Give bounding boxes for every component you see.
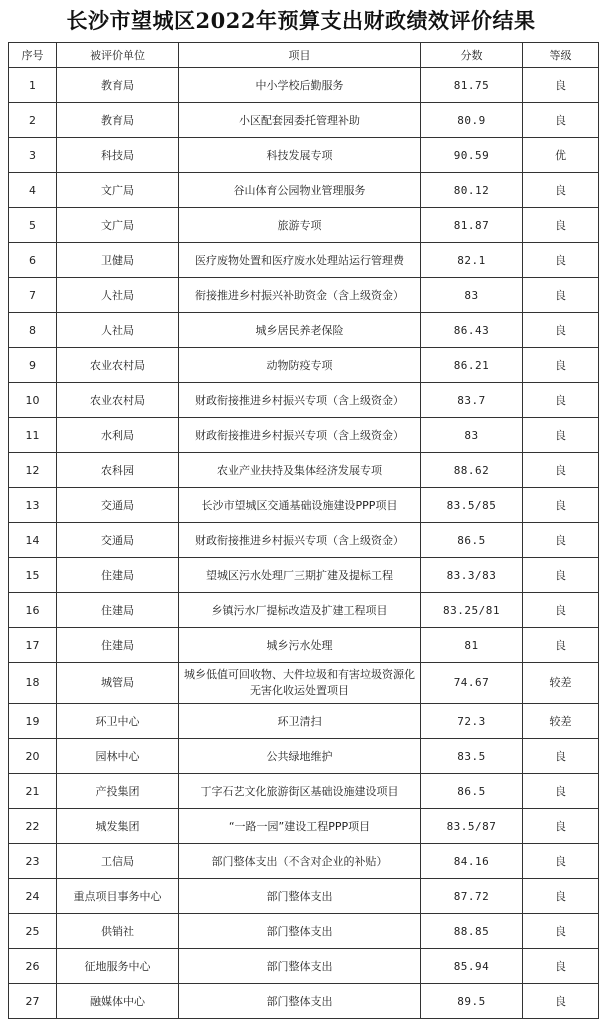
table-row [9, 984, 599, 1019]
cell-grade: 良 [523, 523, 599, 558]
cell-no: 15 [9, 558, 57, 593]
cell-no: 12 [9, 453, 57, 488]
cell-grade: 良 [523, 984, 599, 1019]
cell-unit: 交通局 [57, 488, 179, 523]
cell-unit: 城发集团 [57, 809, 179, 844]
cell-score: 81.87 [421, 208, 523, 243]
table-row [9, 628, 599, 663]
cell-grade: 良 [523, 313, 599, 348]
cell-no: 26 [9, 949, 57, 984]
cell-no: 6 [9, 243, 57, 278]
table-row [9, 348, 599, 383]
table-header-row [9, 43, 599, 68]
table-row [9, 103, 599, 138]
cell-score: 83.3/83 [421, 558, 523, 593]
page-title: 长沙市望城区2022年预算支出财政绩效评价结果 [66, 8, 536, 33]
cell-no: 2 [9, 103, 57, 138]
cell-unit: 人社局 [57, 313, 179, 348]
table-row [9, 844, 599, 879]
cell-unit: 重点项目事务中心 [57, 879, 179, 914]
cell-no: 19 [9, 704, 57, 739]
table-row [9, 208, 599, 243]
cell-grade: 较差 [523, 663, 599, 704]
cell-score: 80.12 [421, 173, 523, 208]
cell-grade: 良 [523, 774, 599, 809]
cell-project: 长沙市望城区交通基础设施建设PPP项目 [179, 488, 421, 523]
cell-project: 乡镇污水厂提标改造及扩建工程项目 [179, 593, 421, 628]
cell-unit: 文广局 [57, 173, 179, 208]
cell-unit: 园林中心 [57, 739, 179, 774]
cell-project: 城乡低值可回收物、大件垃圾和有害垃圾资源化无害化收运处置项目 [179, 663, 421, 704]
cell-unit: 人社局 [57, 278, 179, 313]
cell-grade: 良 [523, 243, 599, 278]
cell-grade: 优 [523, 138, 599, 173]
cell-grade: 良 [523, 844, 599, 879]
cell-unit: 融媒体中心 [57, 984, 179, 1019]
cell-no: 20 [9, 739, 57, 774]
cell-unit: 征地服务中心 [57, 949, 179, 984]
cell-project: 农业产业扶持及集体经济发展专项 [179, 453, 421, 488]
cell-grade: 良 [523, 103, 599, 138]
cell-grade: 良 [523, 593, 599, 628]
table-row [9, 243, 599, 278]
cell-unit: 卫健局 [57, 243, 179, 278]
cell-score: 87.72 [421, 879, 523, 914]
table-row [9, 879, 599, 914]
cell-no: 25 [9, 914, 57, 949]
cell-project: 部门整体支出 [179, 949, 421, 984]
cell-project: 中小学校后勤服务 [179, 68, 421, 103]
cell-grade: 良 [523, 348, 599, 383]
cell-project: 谷山体育公园物业管理服务 [179, 173, 421, 208]
cell-grade: 良 [523, 809, 599, 844]
table-row [9, 383, 599, 418]
cell-unit: 教育局 [57, 68, 179, 103]
cell-grade: 良 [523, 208, 599, 243]
cell-unit: 住建局 [57, 593, 179, 628]
cell-no: 27 [9, 984, 57, 1019]
results-table [8, 42, 599, 1019]
cell-score: 85.94 [421, 949, 523, 984]
cell-project: 部门整体支出（不含对企业的补贴） [179, 844, 421, 879]
cell-no: 9 [9, 348, 57, 383]
cell-project: “一路一园”建设工程PPP项目 [179, 809, 421, 844]
cell-project: 财政衔接推进乡村振兴专项（含上级资金） [179, 523, 421, 558]
cell-unit: 农科园 [57, 453, 179, 488]
cell-no: 10 [9, 383, 57, 418]
cell-grade: 较差 [523, 704, 599, 739]
table-row [9, 739, 599, 774]
cell-score: 82.1 [421, 243, 523, 278]
cell-project: 小区配套园委托管理补助 [179, 103, 421, 138]
cell-no: 11 [9, 418, 57, 453]
cell-unit: 文广局 [57, 208, 179, 243]
cell-no: 22 [9, 809, 57, 844]
cell-unit: 工信局 [57, 844, 179, 879]
cell-grade: 良 [523, 914, 599, 949]
cell-grade: 良 [523, 383, 599, 418]
header-unit: 被评价单位 [57, 43, 179, 68]
cell-no: 24 [9, 879, 57, 914]
cell-grade: 良 [523, 739, 599, 774]
table-row [9, 663, 599, 704]
cell-project: 丁字石艺文化旅游街区基础设施建设项目 [179, 774, 421, 809]
table-row [9, 914, 599, 949]
table-row [9, 138, 599, 173]
cell-grade: 良 [523, 68, 599, 103]
table-row [9, 523, 599, 558]
cell-grade: 良 [523, 278, 599, 313]
cell-score: 89.5 [421, 984, 523, 1019]
cell-unit: 产投集团 [57, 774, 179, 809]
table-row [9, 278, 599, 313]
table-row [9, 704, 599, 739]
cell-no: 4 [9, 173, 57, 208]
table-row [9, 558, 599, 593]
cell-score: 90.59 [421, 138, 523, 173]
cell-score: 83.5/85 [421, 488, 523, 523]
cell-grade: 良 [523, 558, 599, 593]
cell-score: 83.5 [421, 739, 523, 774]
cell-project: 城乡居民养老保险 [179, 313, 421, 348]
cell-score: 83.7 [421, 383, 523, 418]
cell-score: 83.5/87 [421, 809, 523, 844]
cell-score: 86.5 [421, 774, 523, 809]
cell-unit: 农业农村局 [57, 348, 179, 383]
table-row [9, 809, 599, 844]
cell-score: 86.43 [421, 313, 523, 348]
cell-score: 88.85 [421, 914, 523, 949]
cell-score: 72.3 [421, 704, 523, 739]
cell-score: 74.67 [421, 663, 523, 704]
table-row [9, 453, 599, 488]
table-body [9, 68, 599, 1019]
cell-no: 7 [9, 278, 57, 313]
cell-no: 14 [9, 523, 57, 558]
cell-no: 16 [9, 593, 57, 628]
table-row [9, 774, 599, 809]
cell-no: 1 [9, 68, 57, 103]
cell-score: 84.16 [421, 844, 523, 879]
cell-no: 17 [9, 628, 57, 663]
cell-project: 科技发展专项 [179, 138, 421, 173]
cell-project: 部门整体支出 [179, 914, 421, 949]
table-row [9, 949, 599, 984]
cell-grade: 良 [523, 628, 599, 663]
cell-score: 86.5 [421, 523, 523, 558]
cell-no: 5 [9, 208, 57, 243]
cell-unit: 城管局 [57, 663, 179, 704]
cell-grade: 良 [523, 879, 599, 914]
cell-project: 财政衔接推进乡村振兴专项（含上级资金） [179, 418, 421, 453]
cell-grade: 良 [523, 488, 599, 523]
cell-project: 环卫清扫 [179, 704, 421, 739]
cell-unit: 环卫中心 [57, 704, 179, 739]
cell-unit: 教育局 [57, 103, 179, 138]
cell-project: 望城区污水处理厂三期扩建及提标工程 [179, 558, 421, 593]
cell-grade: 良 [523, 173, 599, 208]
cell-score: 83 [421, 278, 523, 313]
cell-unit: 水利局 [57, 418, 179, 453]
cell-no: 23 [9, 844, 57, 879]
cell-score: 80.9 [421, 103, 523, 138]
cell-project: 医疗废物处置和医疗废水处理站运行管理费 [179, 243, 421, 278]
cell-unit: 农业农村局 [57, 383, 179, 418]
cell-unit: 住建局 [57, 628, 179, 663]
cell-project: 财政衔接推进乡村振兴专项（含上级资金） [179, 383, 421, 418]
cell-project: 部门整体支出 [179, 984, 421, 1019]
table-row [9, 488, 599, 523]
header-no: 序号 [9, 43, 57, 68]
cell-unit: 供销社 [57, 914, 179, 949]
header-project: 项目 [179, 43, 421, 68]
cell-project: 旅游专项 [179, 208, 421, 243]
cell-no: 8 [9, 313, 57, 348]
cell-score: 81 [421, 628, 523, 663]
cell-no: 3 [9, 138, 57, 173]
cell-no: 18 [9, 663, 57, 704]
cell-score: 81.75 [421, 68, 523, 103]
cell-unit: 住建局 [57, 558, 179, 593]
cell-score: 83.25/81 [421, 593, 523, 628]
cell-no: 21 [9, 774, 57, 809]
cell-score: 88.62 [421, 453, 523, 488]
table-row [9, 593, 599, 628]
cell-grade: 良 [523, 949, 599, 984]
cell-project: 衔接推进乡村振兴补助资金（含上级资金） [179, 278, 421, 313]
cell-no: 13 [9, 488, 57, 523]
cell-score: 86.21 [421, 348, 523, 383]
table-row [9, 418, 599, 453]
cell-grade: 良 [523, 453, 599, 488]
table-row [9, 68, 599, 103]
cell-project: 动物防疫专项 [179, 348, 421, 383]
header-score: 分数 [421, 43, 523, 68]
cell-unit: 科技局 [57, 138, 179, 173]
table-row [9, 313, 599, 348]
cell-score: 83 [421, 418, 523, 453]
cell-project: 部门整体支出 [179, 879, 421, 914]
cell-project: 城乡污水处理 [179, 628, 421, 663]
cell-grade: 良 [523, 418, 599, 453]
table-row [9, 173, 599, 208]
cell-unit: 交通局 [57, 523, 179, 558]
header-grade: 等级 [523, 43, 599, 68]
cell-project: 公共绿地维护 [179, 739, 421, 774]
